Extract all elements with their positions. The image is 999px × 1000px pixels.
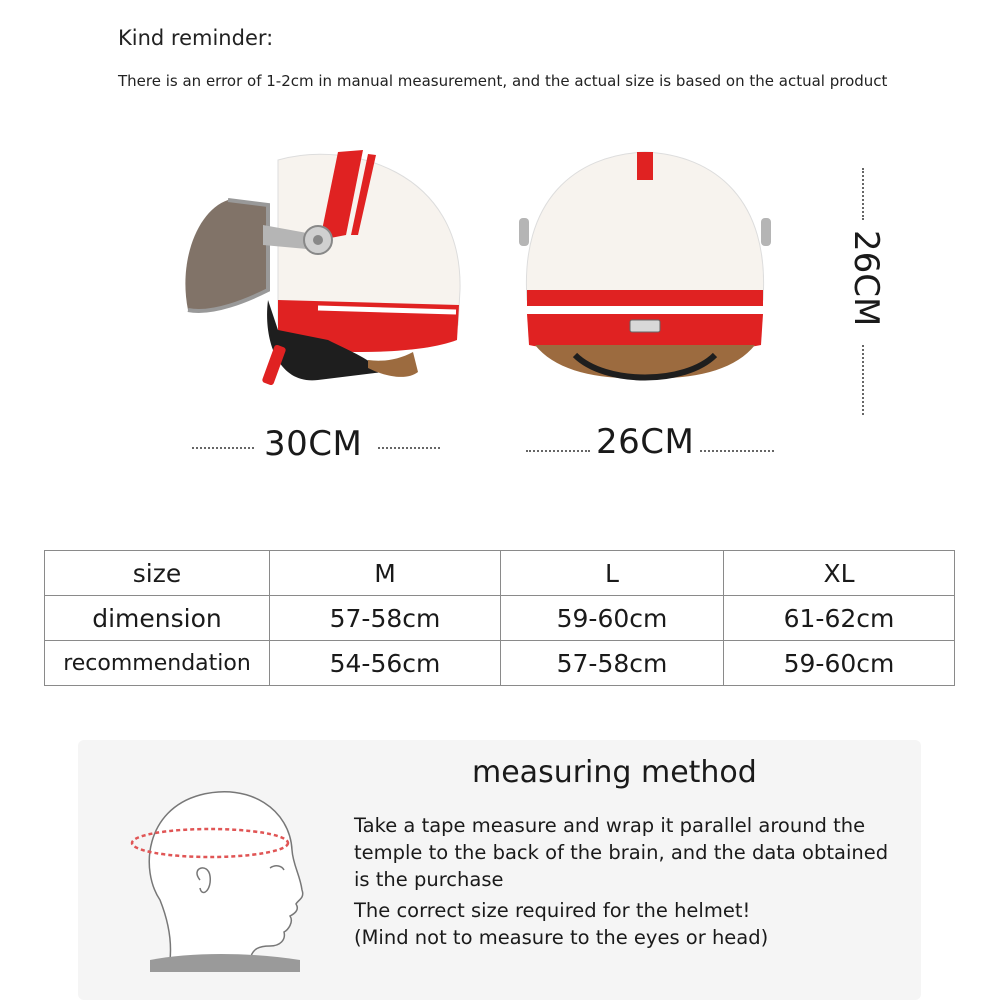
reminder-text: There is an error of 1-2cm in manual measurement, and the actual size is based on the actual product [118, 72, 888, 90]
recommendation-xl-cell: 59-60cm [724, 641, 955, 686]
helmet-back-view-image [515, 140, 775, 400]
dimension-m-cell: 57-58cm [270, 596, 501, 641]
size-table [44, 550, 955, 686]
size-header-cell: size [45, 551, 270, 596]
method-line: (Mind not to measure to the eyes or head) [354, 926, 769, 949]
height-label: 26CM [846, 230, 886, 327]
back-width-label: 26CM [596, 422, 695, 462]
size-table-header-row [45, 551, 955, 596]
method-line: is the purchase [354, 868, 504, 891]
size-l-header-cell: L [501, 551, 724, 596]
recommendation-label-cell: recommendation [45, 641, 270, 686]
measuring-method-text [354, 812, 914, 951]
back-width-dimension-line-right [700, 450, 774, 452]
side-width-dimension-line-right [378, 447, 440, 449]
head-measurement-illustration [130, 780, 320, 980]
side-width-dimension-line-left [192, 447, 254, 449]
method-line: Take a tape measure and wrap it parallel around the [354, 814, 866, 837]
size-m-header-cell: M [270, 551, 501, 596]
side-width-label: 30CM [264, 424, 363, 464]
method-line: The correct size required for the helmet! [354, 899, 751, 922]
dimension-l-cell: 59-60cm [501, 596, 724, 641]
measuring-method-title: measuring method [472, 755, 757, 790]
method-line: temple to the back of the brain, and the data obtained [354, 841, 889, 864]
helmet-side-view-image [168, 140, 468, 400]
dimension-xl-cell: 61-62cm [724, 596, 955, 641]
dimension-label-cell: dimension [45, 596, 270, 641]
recommendation-l-cell: 57-58cm [501, 641, 724, 686]
back-width-dimension-line-left [526, 450, 590, 452]
size-table-row [45, 596, 955, 641]
recommendation-m-cell: 54-56cm [270, 641, 501, 686]
height-dimension-line-top [862, 168, 864, 220]
size-xl-header-cell: XL [724, 551, 955, 596]
height-dimension-line-bottom [862, 345, 864, 415]
size-table-row [45, 641, 955, 686]
reminder-title: Kind reminder: [118, 26, 274, 50]
